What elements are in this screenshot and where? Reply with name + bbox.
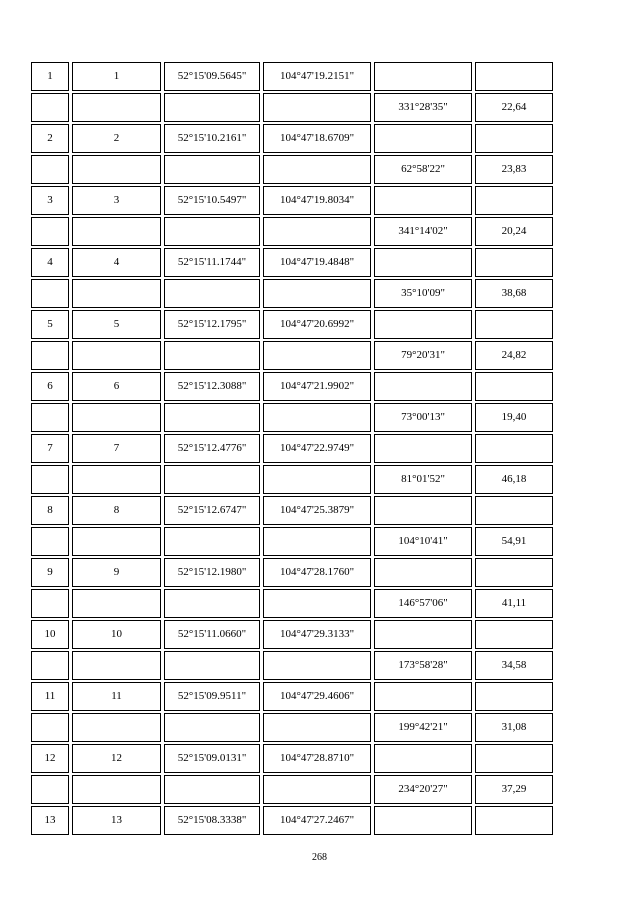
point-id-cell: 1 <box>72 62 161 91</box>
table-row <box>31 713 553 742</box>
bearing-cell: 79°20'31" <box>374 341 472 370</box>
longitude-cell: 104°47'22.9749" <box>263 434 371 463</box>
latitude-cell <box>164 93 260 122</box>
bearing-cell <box>374 186 472 215</box>
bearing-cell <box>374 496 472 525</box>
longitude-cell <box>263 713 371 742</box>
bearing-cell <box>374 620 472 649</box>
point-number-cell <box>31 651 69 680</box>
point-number-cell: 3 <box>31 186 69 215</box>
table-row <box>31 248 553 277</box>
distance-cell <box>475 496 553 525</box>
latitude-cell <box>164 403 260 432</box>
point-number-cell <box>31 775 69 804</box>
table-row <box>31 589 553 618</box>
table-row <box>31 341 553 370</box>
table-row <box>31 744 553 773</box>
distance-cell: 54,91 <box>475 527 553 556</box>
point-number-cell: 6 <box>31 372 69 401</box>
longitude-cell: 104°47'20.6992" <box>263 310 371 339</box>
distance-cell <box>475 620 553 649</box>
table-row <box>31 403 553 432</box>
bearing-cell: 81°01'52" <box>374 465 472 494</box>
distance-cell <box>475 558 553 587</box>
latitude-cell <box>164 651 260 680</box>
distance-cell: 19,40 <box>475 403 553 432</box>
bearing-cell <box>374 372 472 401</box>
table-row <box>31 434 553 463</box>
distance-cell: 31,08 <box>475 713 553 742</box>
table-row <box>31 62 553 91</box>
bearing-cell <box>374 434 472 463</box>
point-id-cell <box>72 403 161 432</box>
distance-cell <box>475 434 553 463</box>
latitude-cell: 52°15'10.5497" <box>164 186 260 215</box>
point-id-cell <box>72 465 161 494</box>
distance-cell: 41,11 <box>475 589 553 618</box>
point-number-cell: 7 <box>31 434 69 463</box>
point-id-cell: 8 <box>72 496 161 525</box>
longitude-cell: 104°47'19.8034" <box>263 186 371 215</box>
distance-cell: 38,68 <box>475 279 553 308</box>
latitude-cell: 52°15'12.4776" <box>164 434 260 463</box>
table-row <box>31 558 553 587</box>
latitude-cell: 52°15'12.6747" <box>164 496 260 525</box>
point-id-cell: 13 <box>72 806 161 835</box>
longitude-cell <box>263 155 371 184</box>
bearing-cell: 104°10'41" <box>374 527 472 556</box>
longitude-cell: 104°47'25.3879" <box>263 496 371 525</box>
point-number-cell <box>31 217 69 246</box>
point-id-cell: 7 <box>72 434 161 463</box>
distance-cell <box>475 186 553 215</box>
bearing-cell: 73°00'13" <box>374 403 472 432</box>
latitude-cell <box>164 341 260 370</box>
point-id-cell <box>72 93 161 122</box>
point-id-cell <box>72 341 161 370</box>
point-number-cell <box>31 279 69 308</box>
point-id-cell: 2 <box>72 124 161 153</box>
distance-cell <box>475 806 553 835</box>
distance-cell <box>475 248 553 277</box>
table-row <box>31 465 553 494</box>
latitude-cell <box>164 465 260 494</box>
longitude-cell <box>263 403 371 432</box>
longitude-cell: 104°47'29.3133" <box>263 620 371 649</box>
table-row <box>31 496 553 525</box>
point-id-cell <box>72 713 161 742</box>
point-id-cell: 9 <box>72 558 161 587</box>
point-id-cell <box>72 279 161 308</box>
point-id-cell <box>72 217 161 246</box>
point-number-cell <box>31 713 69 742</box>
longitude-cell <box>263 341 371 370</box>
latitude-cell <box>164 527 260 556</box>
table-row <box>31 682 553 711</box>
point-number-cell <box>31 403 69 432</box>
latitude-cell <box>164 589 260 618</box>
bearing-cell <box>374 248 472 277</box>
coordinate-table-body <box>31 62 553 835</box>
longitude-cell <box>263 527 371 556</box>
distance-cell: 34,58 <box>475 651 553 680</box>
latitude-cell: 52°15'11.1744" <box>164 248 260 277</box>
distance-cell <box>475 744 553 773</box>
point-id-cell: 6 <box>72 372 161 401</box>
latitude-cell <box>164 775 260 804</box>
table-row <box>31 372 553 401</box>
latitude-cell: 52°15'12.3088" <box>164 372 260 401</box>
latitude-cell: 52°15'11.0660" <box>164 620 260 649</box>
point-id-cell: 4 <box>72 248 161 277</box>
longitude-cell <box>263 651 371 680</box>
longitude-cell <box>263 775 371 804</box>
bearing-cell <box>374 310 472 339</box>
latitude-cell <box>164 155 260 184</box>
longitude-cell: 104°47'27.2467" <box>263 806 371 835</box>
point-number-cell: 12 <box>31 744 69 773</box>
point-number-cell: 13 <box>31 806 69 835</box>
latitude-cell: 52°15'08.3338" <box>164 806 260 835</box>
longitude-cell <box>263 93 371 122</box>
point-id-cell: 10 <box>72 620 161 649</box>
point-number-cell: 2 <box>31 124 69 153</box>
distance-cell: 37,29 <box>475 775 553 804</box>
latitude-cell: 52°15'09.0131" <box>164 744 260 773</box>
table-row <box>31 186 553 215</box>
bearing-cell: 199°42'21" <box>374 713 472 742</box>
point-number-cell: 11 <box>31 682 69 711</box>
page-number: 268 <box>312 852 327 863</box>
table-row <box>31 310 553 339</box>
distance-cell: 23,83 <box>475 155 553 184</box>
point-number-cell <box>31 589 69 618</box>
bearing-cell: 234°20'27" <box>374 775 472 804</box>
bearing-cell: 62°58'22" <box>374 155 472 184</box>
longitude-cell <box>263 217 371 246</box>
longitude-cell: 104°47'21.9902" <box>263 372 371 401</box>
table-row <box>31 155 553 184</box>
bearing-cell: 173°58'28" <box>374 651 472 680</box>
table-row <box>31 775 553 804</box>
distance-cell: 46,18 <box>475 465 553 494</box>
point-id-cell <box>72 651 161 680</box>
latitude-cell <box>164 279 260 308</box>
latitude-cell: 52°15'09.5645" <box>164 62 260 91</box>
distance-cell: 24,82 <box>475 341 553 370</box>
longitude-cell: 104°47'28.8710" <box>263 744 371 773</box>
bearing-cell <box>374 806 472 835</box>
point-number-cell <box>31 341 69 370</box>
coordinate-table <box>28 60 556 837</box>
longitude-cell: 104°47'29.4606" <box>263 682 371 711</box>
distance-cell: 20,24 <box>475 217 553 246</box>
table-row <box>31 651 553 680</box>
longitude-cell: 104°47'18.6709" <box>263 124 371 153</box>
table-row <box>31 527 553 556</box>
point-id-cell: 11 <box>72 682 161 711</box>
point-id-cell: 3 <box>72 186 161 215</box>
distance-cell <box>475 310 553 339</box>
bearing-cell <box>374 124 472 153</box>
point-number-cell: 1 <box>31 62 69 91</box>
bearing-cell: 35°10'09" <box>374 279 472 308</box>
point-id-cell <box>72 527 161 556</box>
table-row <box>31 279 553 308</box>
point-number-cell <box>31 465 69 494</box>
bearing-cell <box>374 682 472 711</box>
bearing-cell: 331°28'35" <box>374 93 472 122</box>
longitude-cell: 104°47'28.1760" <box>263 558 371 587</box>
latitude-cell: 52°15'10.2161" <box>164 124 260 153</box>
table-row <box>31 93 553 122</box>
distance-cell <box>475 124 553 153</box>
latitude-cell <box>164 217 260 246</box>
bearing-cell <box>374 744 472 773</box>
bearing-cell: 341°14'02" <box>374 217 472 246</box>
distance-cell <box>475 372 553 401</box>
longitude-cell: 104°47'19.4848" <box>263 248 371 277</box>
point-id-cell <box>72 155 161 184</box>
table-row <box>31 806 553 835</box>
point-number-cell: 4 <box>31 248 69 277</box>
point-number-cell: 9 <box>31 558 69 587</box>
latitude-cell: 52°15'12.1795" <box>164 310 260 339</box>
distance-cell <box>475 62 553 91</box>
latitude-cell: 52°15'09.9511" <box>164 682 260 711</box>
point-number-cell <box>31 155 69 184</box>
table-row <box>31 124 553 153</box>
latitude-cell <box>164 713 260 742</box>
point-number-cell <box>31 93 69 122</box>
point-number-cell <box>31 527 69 556</box>
point-id-cell: 5 <box>72 310 161 339</box>
point-id-cell <box>72 589 161 618</box>
point-number-cell: 10 <box>31 620 69 649</box>
distance-cell: 22,64 <box>475 93 553 122</box>
point-id-cell <box>72 775 161 804</box>
distance-cell <box>475 682 553 711</box>
point-number-cell: 5 <box>31 310 69 339</box>
longitude-cell <box>263 279 371 308</box>
bearing-cell: 146°57'06" <box>374 589 472 618</box>
table-row <box>31 217 553 246</box>
longitude-cell: 104°47'19.2151" <box>263 62 371 91</box>
longitude-cell <box>263 589 371 618</box>
bearing-cell <box>374 558 472 587</box>
table-row <box>31 620 553 649</box>
bearing-cell <box>374 62 472 91</box>
point-number-cell: 8 <box>31 496 69 525</box>
longitude-cell <box>263 465 371 494</box>
latitude-cell: 52°15'12.1980" <box>164 558 260 587</box>
point-id-cell: 12 <box>72 744 161 773</box>
